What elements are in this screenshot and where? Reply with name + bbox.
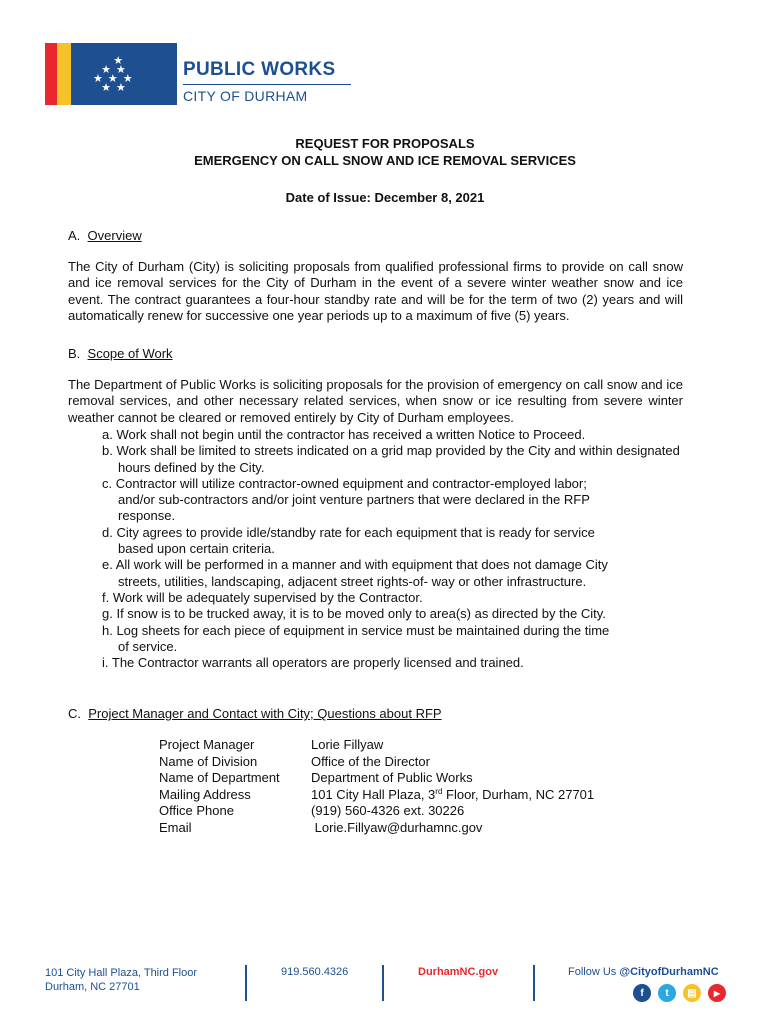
contact-row — [159, 803, 594, 820]
contact-label: Name of Department — [159, 770, 280, 785]
email-link[interactable]: Lorie.Fillyaw@durhamnc.gov — [311, 819, 483, 835]
section-c-letter: C. — [68, 706, 81, 721]
public-works-logo — [45, 43, 336, 105]
address-main: 101 City Hall Plaza, 3 — [311, 786, 436, 802]
footer-website-link[interactable]: DurhamNC.gov — [418, 966, 499, 978]
logo-yellow-bar — [57, 43, 71, 105]
list-item: f. Work will be adequately supervised by the Contractor. — [102, 589, 423, 605]
footer-follow — [568, 966, 719, 978]
address-rest: Floor, Durham, NC 27701 — [442, 786, 595, 802]
overview-text: The City of Durham (City) is soliciting proposals from qualified professional firms to provide on call snow and ice removal services for the City of Durham in the event of a severe winter weather snow and ice event. The contract guarantees a four-hour standby rate and will be for the term of two (2) years and will automatically renew for successive one year periods up to a maximum of five (5) years. — [68, 259, 683, 323]
contact-row — [159, 770, 594, 787]
contact-label: Name of Division — [159, 753, 258, 769]
contact-value: Lorie Fillyaw — [311, 737, 384, 752]
logo-red-bar — [45, 43, 57, 105]
footer-address — [45, 966, 197, 994]
contact-row — [159, 820, 594, 837]
list-item: b. Work shall be limited to streets indicated on a grid map provided by the City and within designated hours defined by the City. — [102, 443, 680, 475]
list-item: c. Contractor will utilize contractor-owned equipment and contractor-employed labor; and/or sub-contractors and/or joint venture partners that were declared in the RFP response. — [102, 475, 590, 524]
footer-divider — [382, 965, 384, 1001]
blog-icon[interactable]: ▤ — [683, 984, 701, 1002]
section-c-title: Project Manager and Contact with City; Questions about RFP — [88, 706, 442, 721]
footer-divider — [533, 965, 535, 1001]
contact-label: Email — [159, 819, 192, 835]
footer-divider — [245, 965, 247, 1001]
list-item: h. Log sheets for each piece of equipment in service must be maintained during the time of service. — [102, 622, 610, 654]
scope-text: The Department of Public Works is soliciting proposals for the provision of emergency on call snow and ice removal services, and other necessary related services, when snow or ice resulting from severe winter weather cannot be cleared or removed entirely by City of Durham employees. — [68, 377, 683, 425]
issue-date: Date of Issue: December 8, 2021 — [285, 190, 485, 205]
scope-paragraph — [68, 377, 683, 426]
list-item: a. Work shall not begin until the contractor has received a written Notice to Proceed. — [102, 427, 586, 442]
contact-row — [159, 754, 594, 771]
document-title: REQUEST FOR PROPOSALS — [295, 136, 475, 151]
contact-value: Department of Public Works — [311, 770, 473, 785]
footer-address-line1: 101 City Hall Plaza, Third Floor — [45, 967, 198, 979]
list-item: e. All work will be performed in a manner and with equipment that does not damage City streets, utilities, landscaping, adjacent street rights-of- way or other infrastructure. — [102, 557, 608, 589]
contact-row — [159, 737, 594, 754]
follow-handle[interactable]: @CityofDurhamNC — [619, 966, 719, 978]
list-item: g. If snow is to be trucked away, it is to be moved only to area(s) as directed by the City. — [102, 606, 606, 622]
follow-prefix: Follow Us — [568, 966, 620, 978]
section-a-letter: A. — [68, 228, 81, 243]
contact-row — [159, 787, 594, 804]
footer-address-line2: Durham, NC 27701 — [45, 981, 140, 993]
contact-label: Office Phone — [159, 803, 234, 818]
footer-phone[interactable]: 919.560.4326 — [281, 966, 349, 978]
social-icons — [633, 984, 726, 1002]
contact-table — [159, 737, 594, 836]
logo-title: PUBLIC WORKS — [183, 59, 336, 80]
contact-label: Mailing Address — [159, 786, 251, 802]
section-b-heading — [68, 346, 173, 361]
logo-divider — [183, 84, 351, 85]
contact-value: Office of the Director — [311, 753, 430, 769]
contact-label: Project Manager — [159, 737, 255, 752]
page-footer — [0, 960, 770, 1024]
logo-subtitle: CITY OF DURHAM — [183, 88, 308, 104]
section-c-heading — [68, 706, 442, 721]
contact-value — [311, 787, 594, 804]
facebook-icon[interactable]: f — [633, 984, 651, 1002]
youtube-icon[interactable]: ▶ — [708, 984, 726, 1002]
contact-value: (919) 560-4326 ext. 30226 — [311, 803, 465, 818]
section-b-letter: B. — [68, 346, 81, 361]
list-item: d. City agrees to provide idle/standby rate for each equipment that is ready for service based upon certain criteria. — [102, 524, 595, 557]
twitter-icon[interactable]: t — [658, 984, 676, 1002]
overview-paragraph — [68, 259, 683, 324]
address-superscript: rd — [435, 786, 443, 796]
list-item: i. The Contractor warrants all operators are properly licensed and trained. — [102, 655, 524, 671]
section-a-heading — [68, 228, 142, 243]
section-a-title: Overview — [87, 228, 142, 243]
logo-stars-icon: ★ ★ ★ ★ ★ ★ ★ ★ — [93, 55, 134, 94]
section-b-title: Scope of Work — [87, 346, 173, 361]
scope-list — [102, 427, 682, 671]
document-subtitle: EMERGENCY ON CALL SNOW AND ICE REMOVAL SERVICES — [194, 153, 576, 168]
